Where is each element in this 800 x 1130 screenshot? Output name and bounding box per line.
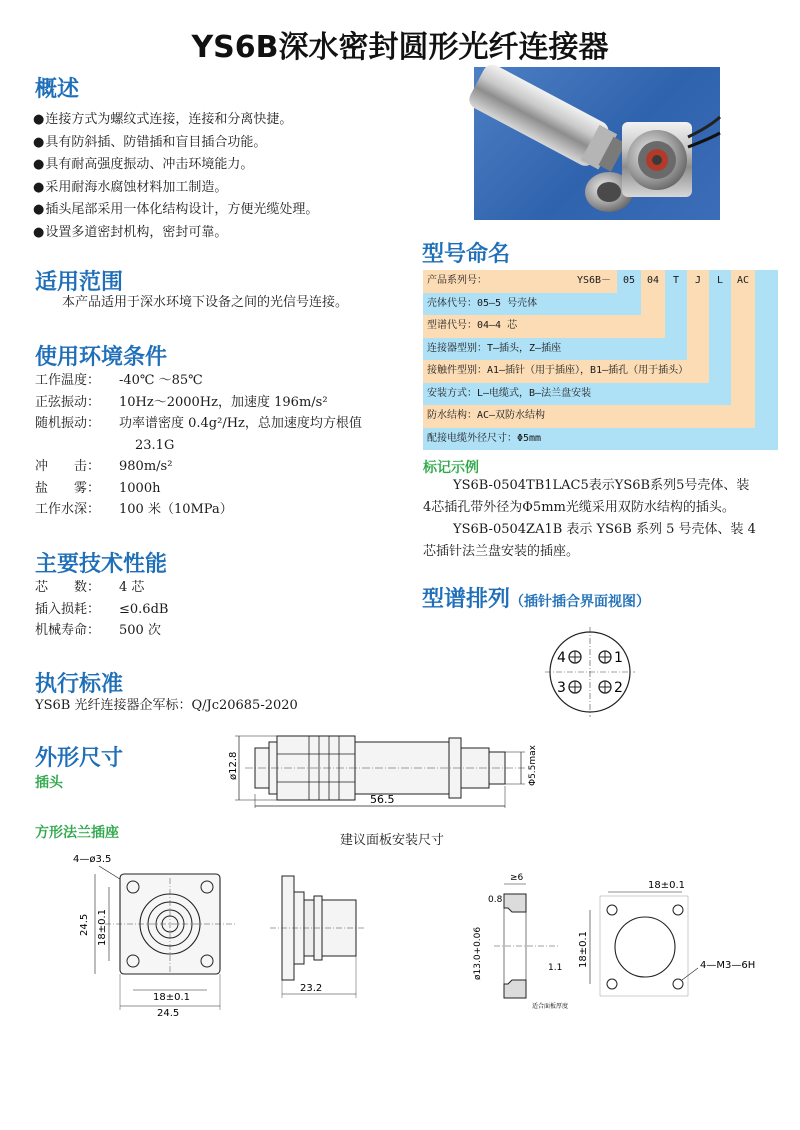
model-row: 接触件型别：A1—插针（用于插座），B1—插孔（用于插头） [423, 360, 709, 383]
overview-heading: 概述 [35, 77, 80, 102]
env-row: 工作水深： 100 米（10MPa） [35, 502, 233, 517]
scope-heading: 适用范围 [35, 270, 124, 295]
inner-v-label: 18±0.1 [97, 908, 108, 946]
plug-diameter-label: ø12.8 [228, 751, 239, 780]
dimensions-heading: 外形尺寸 [35, 746, 124, 771]
model-row: 连接器型别：T—插头，Z—插座 [423, 338, 687, 361]
list-item: ● 具有防斜插、防错插和盲目插合功能。 [33, 132, 318, 155]
layout-heading [422, 582, 650, 613]
spec-row: 机械寿命： 500 次 [35, 623, 161, 638]
model-row: 安装方式：L—电缆式，B—法兰盘安装 [423, 383, 731, 406]
panel-thick-label: ≥6 [510, 873, 524, 883]
thread-label: 4—M3—6H [700, 960, 756, 971]
list-item: ● 设置多道密封机构，密封可靠。 [33, 222, 318, 245]
outer-v-label: 24.5 [79, 913, 90, 936]
step-label: 1.1 [548, 963, 563, 973]
list-item: ● 具有耐高强度振动、冲击环境能力。 [33, 154, 318, 177]
model-row: 壳体代号：05—5 号壳体 [423, 293, 617, 316]
receptacle-label: 方形法兰插座 [35, 825, 119, 841]
pin-layout-diagram [535, 622, 645, 722]
list-item: ● 连接方式为螺纹式连接，连接和分离快捷。 [33, 109, 318, 132]
plug-cable-label: Φ5.5max [528, 744, 538, 786]
example-heading: 标记示例 [423, 460, 479, 476]
plug-drawing [225, 728, 585, 810]
bore-label: ø13.0+0.06 [473, 926, 483, 980]
chamfer-label: 0.8 [488, 895, 503, 905]
panel-label: 建议面板安装尺寸 [340, 833, 445, 848]
layout-subtitle: （插针插合界面视图） [510, 594, 651, 610]
environment-heading: 使用环境条件 [35, 345, 168, 370]
env-row: 随机振动： 功率谱密度 0.4g²/Hz，总加速度均方根值 [35, 416, 362, 431]
scope-text: 本产品适用于深水环境下设备之间的光信号连接。 [62, 295, 349, 310]
outer-h-label: 24.5 [157, 1008, 180, 1019]
panel-cutout-front-drawing [578, 868, 775, 1018]
example-text: YS6B-0504TB1LAC5表示YS6B系列5号壳体、装 4芯插孔带外径为Φ5mm光缆采用双防水结构的插头。 YS6B-0504ZA1B 表示 YS6B 系列 5 号壳体、装 4 芯插针法兰盘安装的插座。 [423, 478, 756, 559]
spec-row: 插入损耗： ≤0.6dB [35, 601, 169, 617]
model-row: 型谱代号：04—4 芯 [423, 315, 641, 338]
inner-h-label: 18±0.1 [153, 992, 191, 1003]
env-row: 盐 雾： 1000h [35, 480, 161, 496]
pin-label: 1 [614, 650, 623, 666]
spacing-h-label: 18±0.1 [648, 880, 686, 891]
page-title: YS6B深水密封圆形光纤连接器 [191, 30, 609, 65]
plug-label: 插头 [35, 775, 63, 791]
overview-list [33, 109, 318, 244]
spacing-v-label: 18±0.1 [578, 930, 589, 968]
env-row: 工作温度： -40℃ ～85℃ [35, 373, 203, 388]
side-length-label: 23.2 [300, 983, 323, 994]
specs-table [35, 577, 168, 642]
pin-label: 2 [614, 680, 623, 696]
standard-text: YS6B 光纤连接器企军标：Q/Jc20685-2020 [35, 698, 298, 713]
env-row: 冲 击： 980m/s² [35, 459, 173, 474]
panel-note-label: 适合面板厚度 [532, 1003, 569, 1010]
plug-length-label: 56.5 [370, 793, 395, 806]
receptacle-front-drawing [65, 848, 240, 1023]
model-series-row: 产品系列号： YS6B－ 05 04 T J L AC [423, 270, 778, 293]
env-row: 正弦振动： 10Hz～2000Hz，加速度 196m/s² [35, 394, 328, 410]
env-row: 23.1G [135, 437, 175, 453]
model-row: 防水结构：AC—双防水结构 [423, 405, 755, 428]
model-heading: 型号命名 [422, 242, 511, 267]
pin-label: 3 [557, 680, 566, 696]
panel-cutout-side-drawing [460, 868, 570, 1018]
model-naming-table [423, 270, 778, 450]
list-item: ● 插头尾部采用一体化结构设计，方便光缆处理。 [33, 199, 318, 222]
pin-label: 4 [557, 650, 566, 666]
holes-label: 4—ø3.5 [73, 854, 112, 865]
environment-table [35, 370, 362, 521]
specs-heading: 主要技术性能 [35, 552, 168, 577]
model-row: 配接电缆外径尺寸：Φ5mm [423, 428, 778, 451]
spec-row: 芯 数： 4 芯 [35, 580, 145, 595]
layout-title: 型谱排列 [422, 587, 511, 612]
product-photo [474, 67, 720, 220]
receptacle-side-drawing [250, 870, 370, 1010]
list-item: ● 采用耐海水腐蚀材料加工制造。 [33, 177, 318, 200]
standard-heading: 执行标准 [35, 672, 124, 697]
